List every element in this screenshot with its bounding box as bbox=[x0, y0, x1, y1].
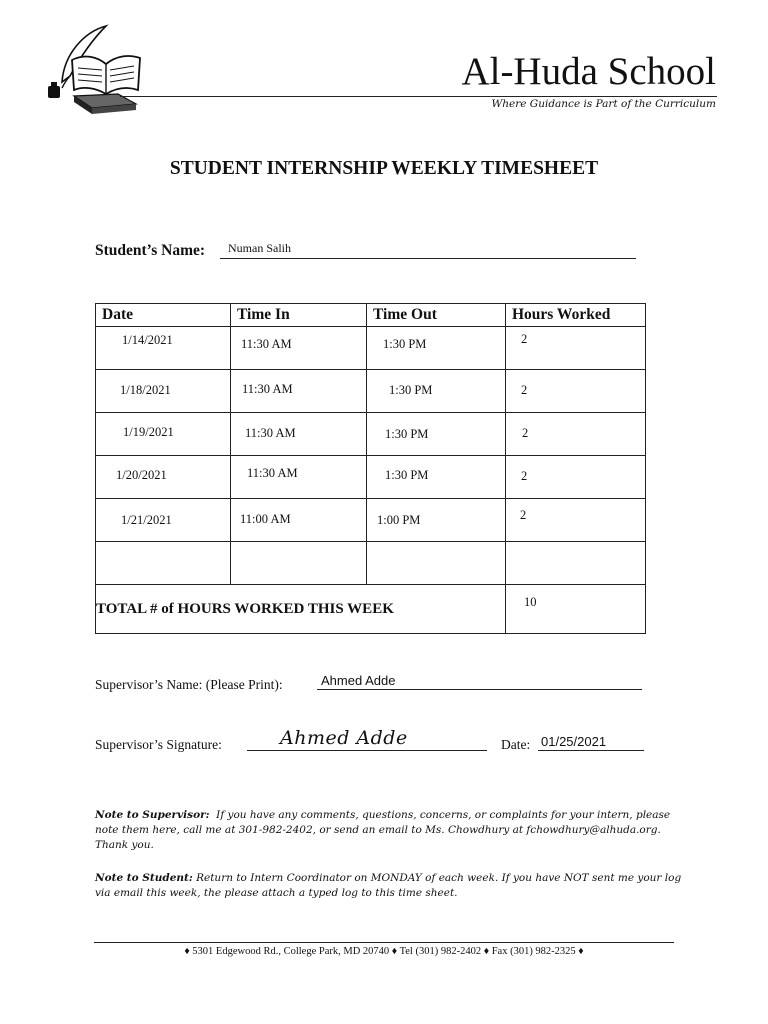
table-row bbox=[96, 413, 646, 456]
supervisor-signature-label: Supervisor’s Signature: bbox=[95, 737, 222, 752]
date-cell[interactable]: 1/14/2021 bbox=[96, 327, 231, 370]
book-and-quill-icon bbox=[44, 24, 144, 116]
table-header-row bbox=[96, 304, 646, 327]
time-out-cell[interactable]: 1:00 PM bbox=[367, 499, 506, 542]
note-to-supervisor-heading: Note to Supervisor: bbox=[95, 809, 210, 821]
header-rule bbox=[120, 96, 717, 97]
school-tagline: Where Guidance is Part of the Curriculum bbox=[491, 98, 716, 110]
total-hours-value: 10 bbox=[524, 595, 537, 609]
time-in-cell[interactable]: 11:30 AM bbox=[231, 327, 367, 370]
footer-rule bbox=[94, 942, 674, 943]
note-to-student-heading: Note to Student: bbox=[95, 872, 193, 884]
date-cell[interactable]: 1/18/2021 bbox=[96, 370, 231, 413]
supervisor-name-label: Supervisor’s Name: (Please Print): bbox=[95, 677, 283, 692]
column-header-time-out: Time Out bbox=[367, 304, 506, 327]
column-header-time-in: Time In bbox=[231, 304, 367, 327]
student-name-line bbox=[220, 258, 636, 259]
note-to-supervisor bbox=[95, 808, 685, 853]
note-to-supervisor-text: If you have any comments, questions, concerns, or complaints for your intern, please note them here, call me at 301-982-2402, or send an email to Ms. Chowdhury at fchowdhury@alhuda.org. Thank you. bbox=[95, 809, 671, 851]
hours-cell[interactable]: 2 bbox=[506, 456, 646, 499]
supervisor-signature-value[interactable]: Ahmed Adde bbox=[280, 727, 408, 749]
table-row bbox=[96, 499, 646, 542]
total-row bbox=[96, 585, 646, 634]
time-in-cell[interactable]: 11:30 AM bbox=[231, 413, 367, 456]
table-row bbox=[96, 456, 646, 499]
time-out-cell[interactable]: 1:30 PM bbox=[367, 456, 506, 499]
student-name-value[interactable]: Numan Salih bbox=[228, 241, 291, 255]
school-name: Al-Huda School bbox=[461, 50, 716, 93]
hours-cell[interactable]: 2 bbox=[506, 499, 646, 542]
date-cell[interactable]: 1/19/2021 bbox=[96, 413, 231, 456]
table-row bbox=[96, 370, 646, 413]
form-title: STUDENT INTERNSHIP WEEKLY TIMESHEET bbox=[169, 158, 599, 179]
total-hours-label: TOTAL # of HOURS WORKED THIS WEEK bbox=[96, 585, 506, 634]
hours-cell[interactable]: 2 bbox=[506, 413, 646, 456]
total-hours-cell[interactable] bbox=[506, 585, 646, 634]
time-in-cell[interactable]: 11:30 AM bbox=[231, 370, 367, 413]
table-row bbox=[96, 327, 646, 370]
supervisor-name-value[interactable]: Ahmed Adde bbox=[321, 673, 396, 688]
hours-cell[interactable]: 2 bbox=[506, 370, 646, 413]
footer-address: ♦ 5301 Edgewood Rd., College Park, MD 20740 ♦ Tel (301) 982-2402 ♦ Fax (301) 982-2325 ♦ bbox=[184, 946, 584, 957]
timesheet-table bbox=[95, 303, 646, 634]
date-cell[interactable]: 1/20/2021 bbox=[96, 456, 231, 499]
date-value[interactable]: 01/25/2021 bbox=[541, 734, 607, 749]
date-cell[interactable] bbox=[96, 542, 231, 585]
note-to-student-text: Return to Intern Coordinator on MONDAY of each week. If you have NOT sent me your log via email this week, the please attach a typed log to this time sheet. bbox=[95, 872, 682, 899]
time-out-cell[interactable] bbox=[367, 542, 506, 585]
time-out-cell[interactable]: 1:30 PM bbox=[367, 370, 506, 413]
note-to-student bbox=[95, 871, 685, 901]
hours-cell[interactable]: 2 bbox=[506, 327, 646, 370]
table-row bbox=[96, 542, 646, 585]
date-line bbox=[538, 750, 644, 751]
time-out-cell[interactable]: 1:30 PM bbox=[367, 413, 506, 456]
time-out-cell[interactable]: 1:30 PM bbox=[367, 327, 506, 370]
date-label: Date: bbox=[501, 737, 531, 752]
time-in-cell[interactable]: 11:30 AM bbox=[231, 456, 367, 499]
hours-cell[interactable] bbox=[506, 542, 646, 585]
supervisor-name-line bbox=[317, 689, 642, 690]
time-in-cell[interactable] bbox=[231, 542, 367, 585]
supervisor-signature-line bbox=[247, 750, 487, 751]
date-cell[interactable]: 1/21/2021 bbox=[96, 499, 231, 542]
student-name-label: Student’s Name: bbox=[95, 242, 206, 259]
column-header-hours-worked: Hours Worked bbox=[506, 304, 646, 327]
time-in-cell[interactable]: 11:00 AM bbox=[231, 499, 367, 542]
column-header-date: Date bbox=[96, 304, 231, 327]
